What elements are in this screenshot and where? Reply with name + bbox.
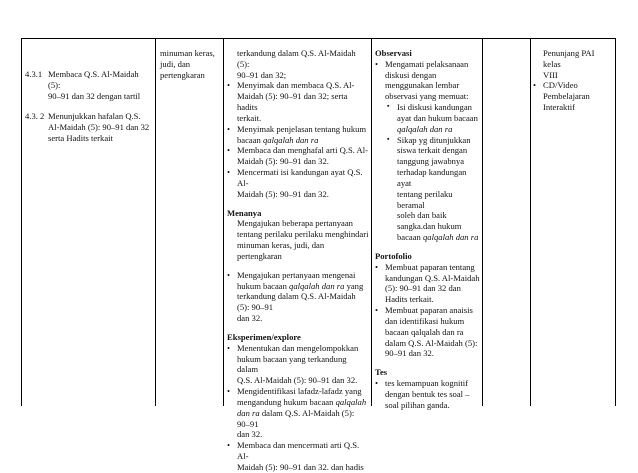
activity-bullet [227, 124, 369, 146]
assessment-text: ▪ Sikap yg ditunjukkan [397, 134, 471, 145]
assessment-text: qalqalah dan ra [397, 123, 453, 134]
indicator-text: serta Hadits terkait [48, 133, 113, 144]
activity-bullet [227, 270, 369, 324]
assessment-subbullet [387, 102, 481, 134]
activity-text: hukum bacaan qalqalah dan ra yang [237, 280, 364, 291]
assessment-bullet [375, 262, 481, 305]
activity-text: Q.S. Al-Maidah (5): 90–91 dan 32. [237, 375, 358, 386]
assessment-text: tentang perilaku beramal [397, 188, 453, 210]
resource-text: • CD/Video [543, 80, 578, 91]
indicator-text: 90–91 dan 32 dengan tartil [48, 90, 141, 101]
activity-text: mengandung hukum bacaan qalqalah [237, 396, 367, 407]
assessment-text: (5): 90–91 dan 32 dan [385, 283, 461, 294]
assessment-text: • Membuat paparan anaisis [385, 305, 473, 316]
activity-text: dan 32. [237, 313, 263, 324]
assessment-text: bacaan qalqalah dan ra [397, 232, 479, 243]
activity-text: Maidah (5): 90–91 dan 32. dan hadis [237, 461, 364, 472]
assessment-text: soal pilihan ganda. [385, 399, 450, 410]
assessment-text: bacaan qalqalah dan ra [385, 326, 464, 337]
material-line: judi, dan [160, 58, 191, 69]
assessment-text: siswa terkait dengan [397, 145, 468, 156]
assessment-text: • Membuat paparan tentang [385, 261, 475, 272]
table-border-5 [482, 38, 483, 406]
table-top-border [21, 38, 616, 39]
indicator-text: Menunjukkan hafalan Q.S. [48, 111, 141, 122]
table-border-7 [615, 38, 616, 406]
activity-text: • Membaca dan mencermati arti Q.S. Al- [237, 440, 360, 461]
activity-text: dan ra dalam Q.S. Al-Maidah (5): 90–91 [237, 407, 355, 429]
portofolio-heading: Portofolio [375, 250, 412, 261]
activity-text: dan 32. [237, 429, 263, 440]
assessment-text: soleh dan baik [397, 210, 447, 221]
activity-text: tentang perilaku perilaku menghindari [237, 229, 369, 240]
assessment-column [375, 48, 481, 411]
activity-text: hukum bacaan yang terkandung dalam [237, 353, 347, 375]
assessment-bullet [375, 59, 481, 243]
activity-text: • Mengidentifikasi lafadz-lafadz yang [237, 386, 362, 397]
assessment-text: dalam Q.S. Al-Maidah (5): [385, 337, 478, 348]
activity-text: Maidah (5): 90–91 dan 32. [237, 156, 329, 167]
activity-text: Maidah (5): 90–91 dan 32. [237, 188, 329, 199]
indicator-number: 4.3. 2 [25, 111, 45, 122]
activity-text: terkandung dalam Q.S. Al-Maidah (5): [237, 48, 356, 69]
activity-bullet [227, 80, 369, 123]
assessment-bullet [375, 305, 481, 359]
indicator-item [25, 69, 153, 101]
assessment-text: ayat dan hukum bacaan [397, 112, 478, 123]
indicator-number: 4.3.1 [25, 69, 43, 79]
table-border-2 [155, 38, 156, 406]
resource-bullet [533, 80, 614, 112]
indicator-column [25, 69, 153, 144]
activity-text: • Membaca dan menghafal arti Q.S. Al- [237, 145, 369, 156]
resource-text: Penunjang PAI kelas [543, 48, 595, 69]
indicator-item [25, 111, 153, 143]
assessment-text: menggunakan lembar [385, 80, 460, 91]
activity-bullet [227, 167, 369, 199]
table-border-6 [530, 38, 531, 406]
activity-text: • Mengajukan pertanyaan mengenai [237, 269, 356, 280]
assessment-text: • Mengamati pelaksanaan [385, 58, 469, 69]
assessment-text: Hadits terkait. [385, 294, 434, 305]
activity-text: • Mencermati isi kandungan ayat Q.S. Al- [237, 167, 363, 188]
activity-bullet [227, 440, 369, 472]
activity-text: terkait. [237, 112, 262, 123]
resources-column [533, 48, 614, 113]
activity-bullet [227, 386, 369, 440]
activities-column [227, 48, 369, 473]
assessment-text: sangka.dan hukum [397, 221, 462, 232]
assessment-text: kandungan Q.S. Al-Maidah [385, 272, 480, 283]
assessment-text: 90–91 dan 32. [385, 348, 434, 359]
resource-text: Pembelajaran [543, 91, 590, 102]
assessment-text: diskusi dengan [385, 69, 437, 80]
activity-bullet [227, 145, 369, 167]
table-border-3 [223, 38, 224, 406]
assessment-text: observasi yang memuat: [385, 91, 469, 102]
assessment-text: terhadap kandungan ayat [397, 167, 467, 188]
activity-text: 90–91 dan 32; [237, 69, 287, 80]
indicator-text: Membaca Q.S. Al-Maidah (5): [48, 69, 139, 90]
observasi-heading: Observasi [375, 48, 412, 58]
assessment-text: dan identifikasi hukum [385, 315, 465, 326]
table-border-4 [371, 38, 372, 406]
activity-text: minuman keras, judi, dan pertengkaran [237, 240, 325, 261]
material-column [160, 48, 222, 80]
table-border-1 [21, 38, 22, 406]
eksperimen-heading: Eksperimen/explore [227, 331, 301, 342]
activity-text: Mengajukan beberapa pertanyaan [237, 218, 353, 229]
assessment-text: • tes kemampuan kognitif [385, 378, 469, 389]
menanya-heading: Menanya [227, 207, 262, 218]
activity-text: Maidah (5): 90–91 dan 32; serta hadits [237, 91, 348, 113]
tes-heading: Tes [375, 367, 388, 378]
activity-bullet [227, 343, 369, 386]
assessment-text: tanggung jawabnya [397, 156, 465, 167]
activity-text: bacaan qalqalah dan ra [237, 134, 319, 145]
resource-text: VIII [543, 69, 558, 80]
material-line: minuman keras, [160, 48, 215, 58]
assessment-text: dengan bentuk tes soal – [385, 388, 470, 399]
activity-text: terkandung dalam Q.S. Al-Maidah (5): 90–91 [237, 291, 356, 313]
assessment-text: ▪ Isi diskusi kandungan [397, 102, 472, 113]
activity-text: • Menyimak dan membaca Q.S. Al- [237, 80, 355, 91]
assessment-subbullet [387, 135, 481, 243]
material-line: pertengkaran [160, 69, 205, 80]
resource-text: Interaktif [543, 102, 575, 113]
activity-text: • Menyimak penjelasan tentang hukum [237, 123, 367, 134]
activity-text: • Menentukan dan mengelompokkan [237, 342, 359, 353]
indicator-text: Al-Maidah (5): 90–91 dan 32 [48, 122, 150, 133]
